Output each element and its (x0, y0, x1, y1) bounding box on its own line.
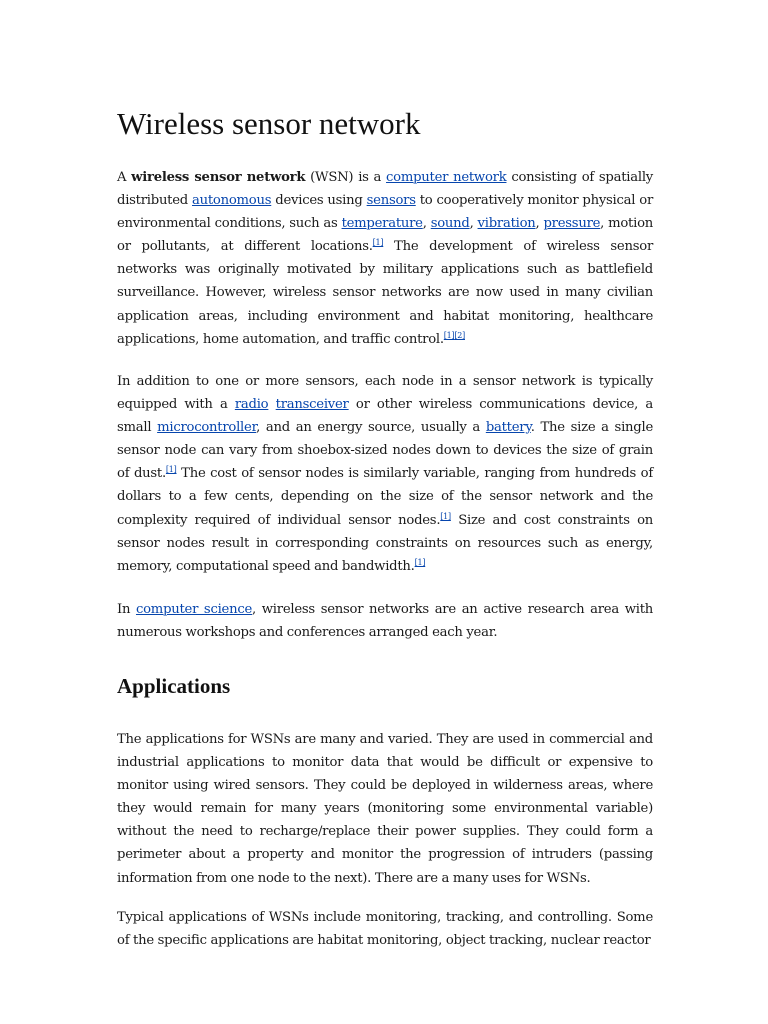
link-pressure[interactable]: pressure (543, 216, 601, 232)
typical-applications-paragraph: Typical applications of WSNs include monitoring, tracking, and controlling. Some of the specific applications are habitat monitoring, object tracking, nuclear reactor (117, 910, 653, 949)
research-paragraph: In computer science, wireless sensor networks are an active research area with numerous workshops and conferences arranged each year. (117, 602, 653, 641)
link-radio[interactable]: radio (234, 397, 269, 413)
link-autonomous[interactable]: autonomous (192, 193, 272, 209)
link-computer-network[interactable]: computer network (386, 170, 507, 185)
term-bold: wireless sensor network (131, 170, 306, 185)
node-paragraph: In addition to one or more sensors, each node in a sensor network is typically equipped with a radio transceiver or other wireless communications device, a small microcontroller, and an energy source, usually a battery. The size a single sensor node can vary from shoebox-sized nodes down to devices the size of grain of dust.[1] The cost of sensor nodes is similarly variable, ranging from hundreds of dollars to a few cents, depending on the size of the sensor network and the complexity required of individual sensor nodes.[1] Size and cost constraints on sensor nodes result in corresponding constraints on resources such as energy, memory, computational speed and bandwidth.[1] (117, 374, 654, 574)
link-battery[interactable]: battery (485, 420, 531, 436)
reference-link[interactable]: [1] (414, 557, 426, 567)
reference-link[interactable]: [1] (443, 330, 455, 340)
link-computer-science[interactable]: computer science (135, 602, 253, 617)
page-title: Wireless sensor network (117, 106, 421, 141)
link-temperature[interactable]: temperature (341, 216, 423, 232)
reference-link[interactable]: [1] (372, 238, 384, 248)
applications-paragraph: The applications for WSNs are many and varied. They are used in commercial and industrial applications to monitor data that would be difficult or expensive to monitor using wired sensors. They could be deployed in wilderness areas, where they would remain for many years (monitoring some environmental variable) without the need to recharge/replace their power supplies. They could form a perimeter about a property and monitor the progression of intruders (passing information from one node to the next). There are a many uses for WSNs. (117, 732, 653, 886)
link-microcontroller[interactable]: microcontroller (157, 420, 257, 436)
reference-link[interactable]: [2] (454, 330, 465, 340)
reference-link[interactable]: [1] (440, 511, 451, 521)
link-vibration[interactable]: vibration (477, 216, 536, 232)
reference-link[interactable]: [1] (165, 465, 177, 475)
section-heading-applications: Applications (117, 674, 231, 698)
link-transceiver[interactable]: transceiver (275, 397, 349, 413)
intro-paragraph: A wireless sensor network (WSN) is a computer network consisting of spatially distributed autonomous devices using sensors to cooperatively monitor physical or environmental conditions, such as temperature, sound, vibration, pressure, motion or pollutants, at different locations.[1] The development of wireless sensor networks was originally motivated by military applications such as battlefield surveillance. However, wireless sensor networks are now used in many civilian application areas, including environment and habitat monitoring, healthcare applications, home automation, and traffic control.[1][2] (117, 170, 654, 347)
link-sensors[interactable]: sensors (366, 193, 416, 209)
link-sound[interactable]: sound (430, 216, 470, 232)
